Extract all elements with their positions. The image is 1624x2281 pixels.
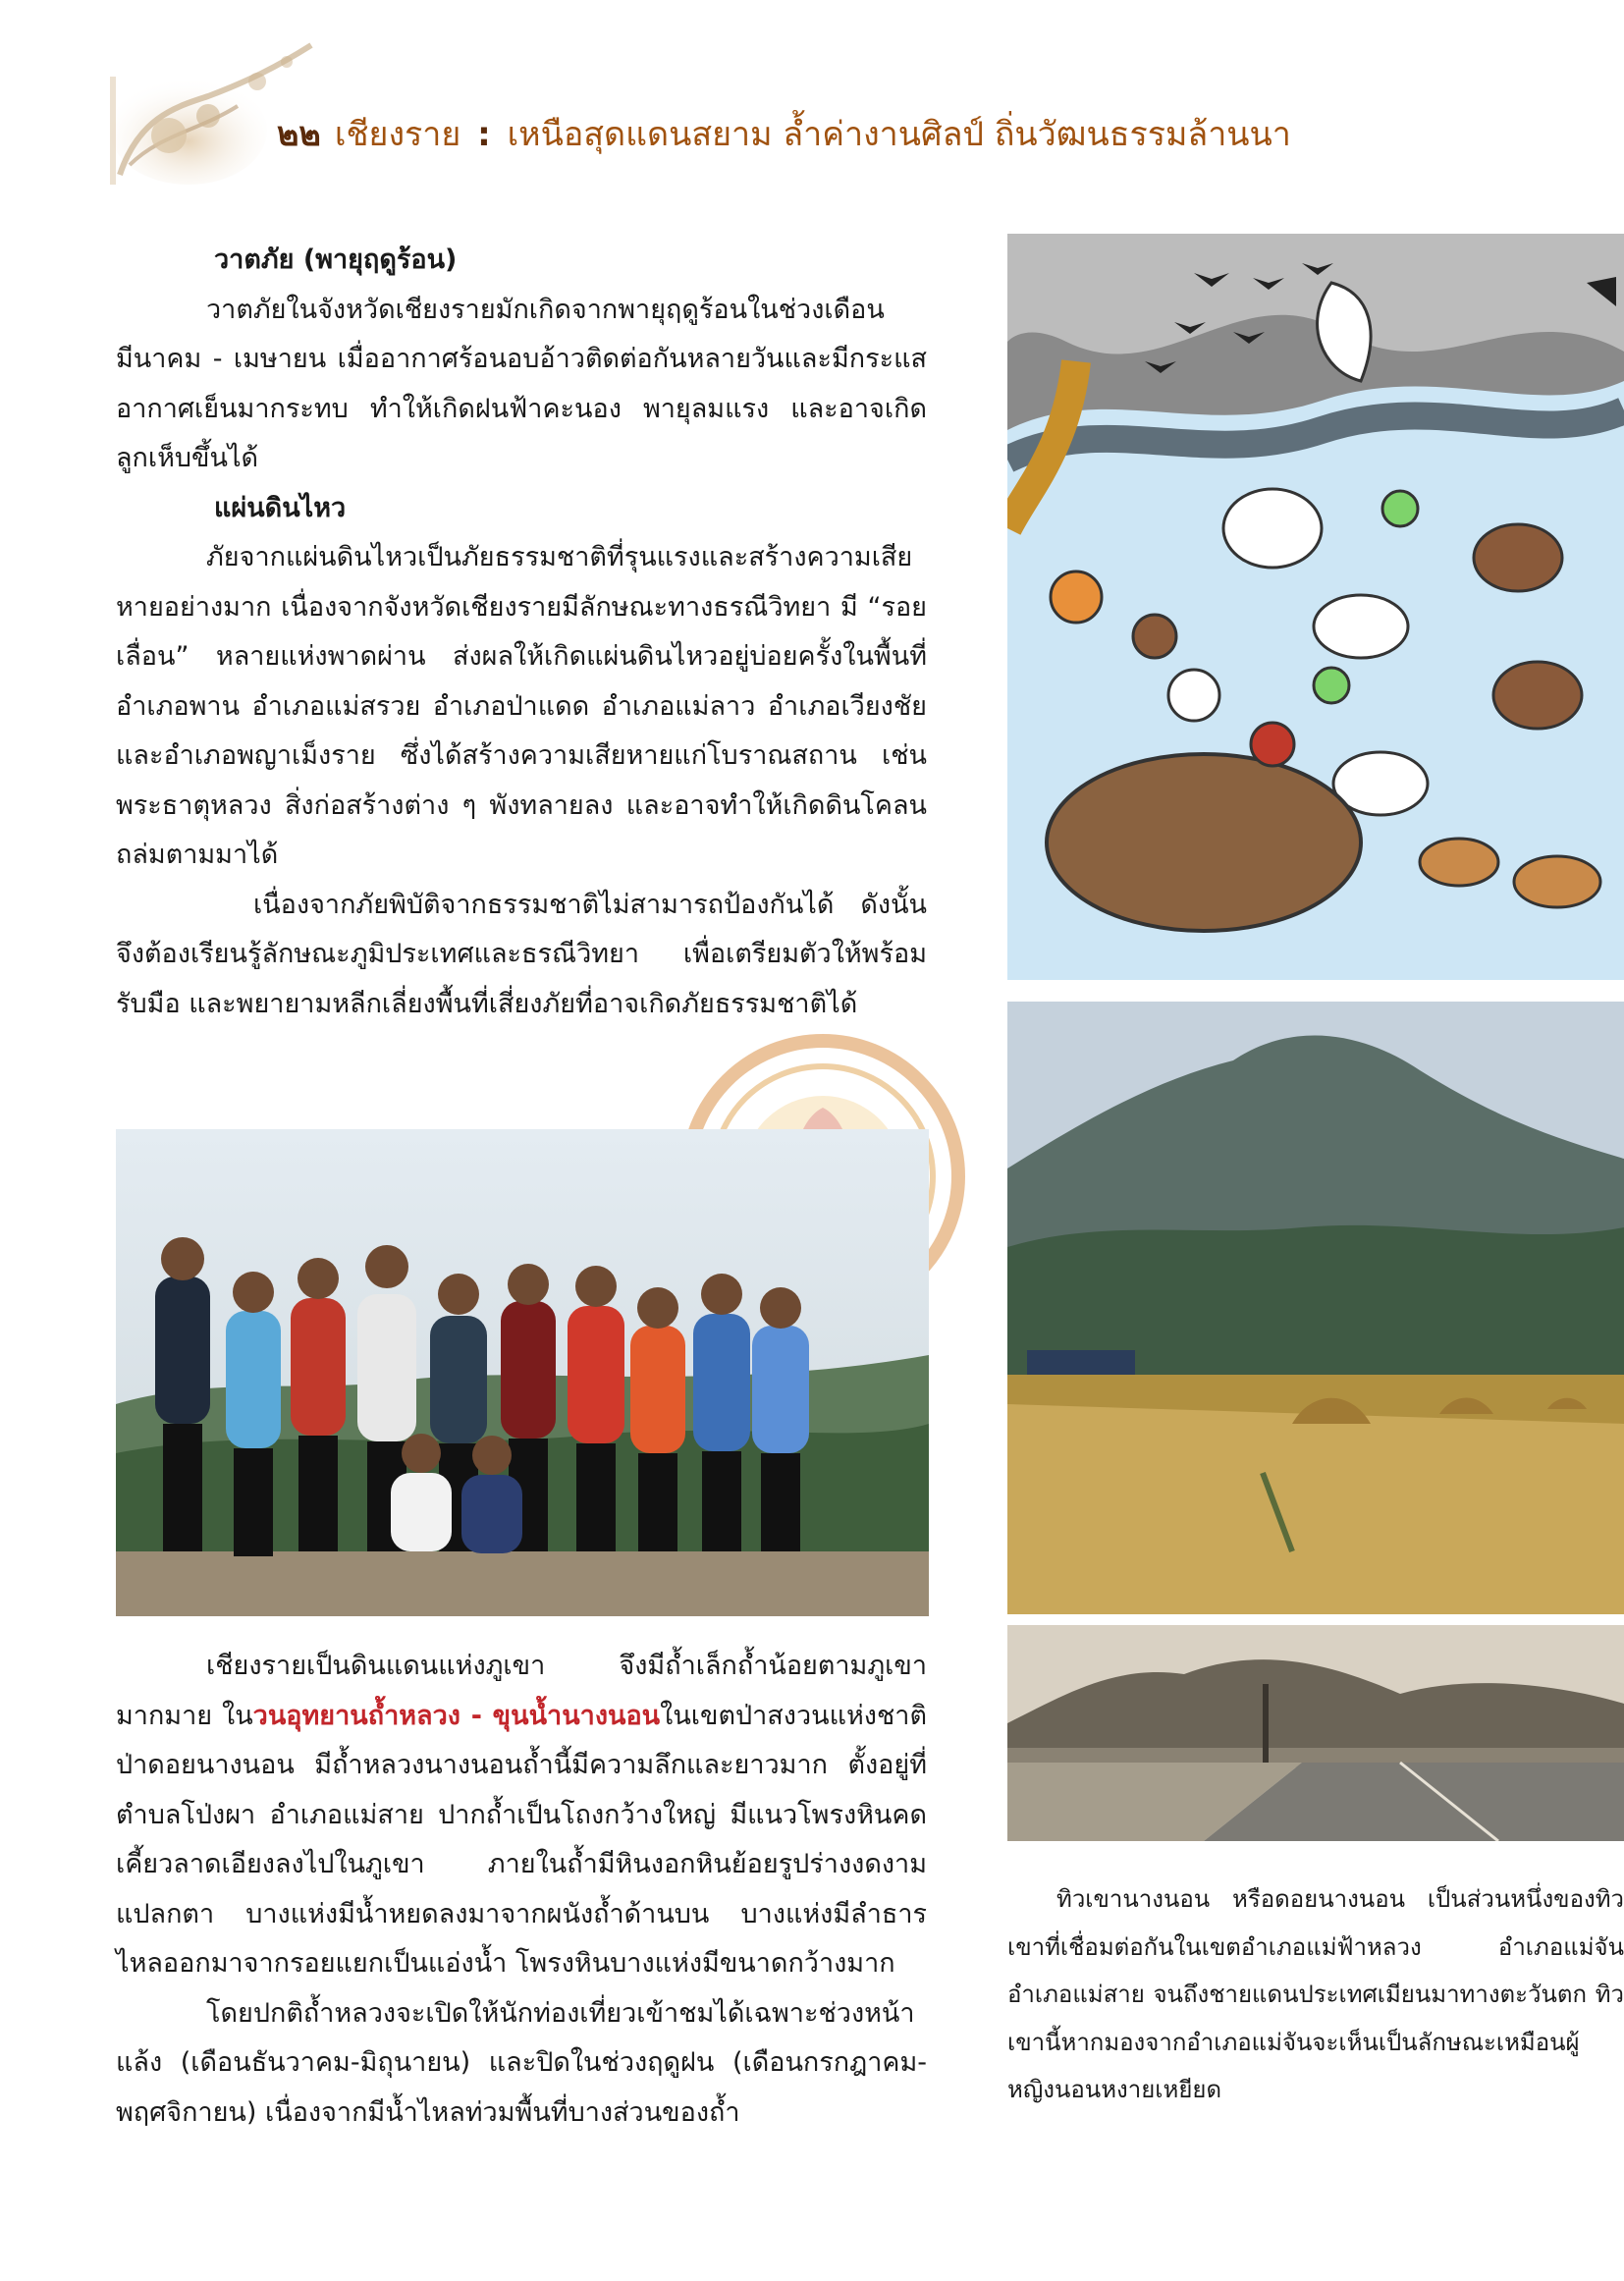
book-title-part2: เหนือสุดแดนสยาม ล้ำค่างานศิลป์ ถิ่นวัฒนธรรมล้านนา [507, 115, 1291, 154]
cave-paragraph-2: โดยปกติถ้ำหลวงจะเปิดให้นักท่องเที่ยวเข้าชมได้เฉพาะช่วงหน้าแล้ง (เดือนธันวาคม-มิถุนายน) และปิดในช่วงฤดูฝน (เดือนกรกฎาคม-พฤศจิกายน) เนื่องจากมีน้ำไหลท่วมพื้นที่บางส่วนของถ้ำ [116, 1997, 927, 2128]
page-header [277, 110, 1291, 159]
book-title-separator: : [477, 115, 491, 154]
book-title-part1: เชียงราย [334, 115, 461, 154]
cave-park-name: วนอุทยานถ้ำหลวง - ขุนน้ำนางนอน [252, 1700, 661, 1731]
image-caption [1007, 1875, 1624, 2114]
cave-p1-before: เชียงรายเป็นดินแดนแห่งภูเขา จึงมีถ้ำเล็กถ้ำน้อยตามภูเขามากมาย ใน [116, 1651, 927, 1731]
page-number: ๒๒ [277, 115, 321, 154]
storm-heading: วาตภัย (พายุฤดูร้อน) [214, 244, 458, 275]
quake-paragraph: ภัยจากแผ่นดินไหวเป็นภัยธรรมชาติที่รุนแรงและสร้างความเสียหายอย่างมาก เนื่องจากจังหวัดเชียงรายมีลักษณะทางธรณีวิทยา มี “รอยเลื่อน” หลายแห่งพาดผ่าน ส่งผลให้เกิดแผ่นดินไหวอยู่บ่อยครั้งในพื้นที่อำเภอพาน อำเภอแม่สรวย อำเภอป่าแดด อำเภอแม่ลาว อำเภอเวียงชัย และอำเภอพญาเม็งราย ซึ่งได้สร้างความเสียหายแก่โบราณสถาน เช่น พระธาตุหลวง สิ่งก่อสร้างต่าง ๆ พังทลายลง และอาจทำให้เกิดดินโคลนถล่มตามมาได้ [116, 542, 927, 870]
book-title [335, 110, 1291, 159]
quake-conclusion: เนื่องจากภัยพิบัติจากธรรมชาติไม่สามารถป้องกันได้ ดังนั้นจึงต้องเรียนรู้ลักษณะภูมิประเทศและธรณีวิทยา เพื่อเตรียมตัวให้พร้อมรับมือ และพยายามหลีกเลี่ยงพื้นที่เสี่ยงภัยที่อาจเกิดภัยธรรมชาติได้ [116, 889, 927, 1019]
main-text-block-1 [116, 236, 927, 1029]
storm-paragraph: วาตภัยในจังหวัดเชียงรายมักเกิดจากพายุฤดูร้อนในช่วงเดือนมีนาคม - เมษายน เมื่ออากาศร้อนอบอ้าวติดต่อกันหลายวันและมีกระแสอากาศเย็นมากระทบ ทำให้เกิดฝนฟ้าคะนอง พายุลมแรง และอาจเกิดลูกเห็บขึ้นได้ [116, 294, 927, 473]
main-text-block-2 [116, 1642, 927, 2138]
cave-p1-after: ในเขตป่าสงวนแห่งชาติป่าดอยนางนอน มีถ้ำหลวงนางนอนถ้ำนี้มีความลึกและยาวมาก ตั้งอยู่ที่ตำบลโป่งผา อำเภอแม่สาย ปากถ้ำเป็นโถงกว้างใหญ่ มีแนวโพรงหินคดเคี้ยวลาดเอียงลงไปในภูเขา ภายในถ้ำมีหินงอกหินย้อยรูปร่างงดงาม แปลกตา บางแห่งมีน้ำหยดลงมาจากผนังถ้ำด้านบน บางแห่งมีลำธารไหลออกมาจากรอยแยกเป็นแอ่งน้ำ โพรงหินบางแห่งมีขนาดกว้างมาก [116, 1700, 927, 1979]
team-photo [116, 1129, 929, 1616]
historic-road-photo [1007, 1625, 1624, 1841]
quake-heading: แผ่นดินไหว [214, 492, 347, 523]
cave-paragraph-1 [116, 1642, 927, 1989]
mountain-rice-field-photo [1007, 1002, 1624, 1614]
caption-text: ทิวเขานางนอน หรือดอยนางนอน เป็นส่วนหนึ่งของทิวเขาที่เชื่อมต่อกันในเขตอำเภอแม่ฟ้าหลวง อำเภอแม่จัน อำเภอแม่สาย จนถึงชายแดนประเทศเมียนมาทางตะวันตก ทิวเขานี้หากมองจากอำเภอแม่จันจะเห็นเป็นลักษณะเหมือนผู้หญิงนอนหงายเหยียด [1007, 1885, 1624, 2103]
cartoon-animals-image [1007, 234, 1624, 980]
